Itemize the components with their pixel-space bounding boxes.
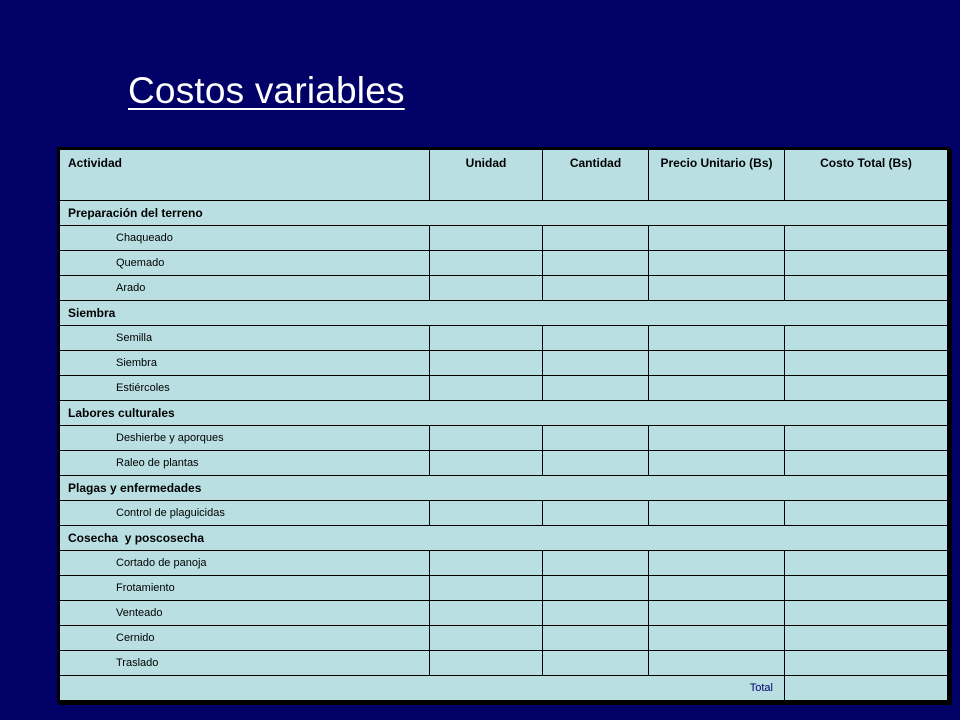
unidad-cell[interactable] — [430, 326, 543, 351]
table-row — [59, 626, 949, 651]
costo-total-cell[interactable] — [785, 601, 949, 626]
section-title: Plagas y enfermedades — [59, 476, 949, 501]
precio-unitario-cell[interactable] — [649, 551, 785, 576]
unidad-cell[interactable] — [430, 626, 543, 651]
unidad-cell[interactable] — [430, 601, 543, 626]
total-value-cell[interactable] — [785, 676, 949, 702]
precio-unitario-cell[interactable] — [649, 226, 785, 251]
cantidad-cell[interactable] — [543, 326, 649, 351]
costo-total-cell[interactable] — [785, 251, 949, 276]
cantidad-cell[interactable] — [543, 451, 649, 476]
item-label: Quemado — [59, 251, 430, 276]
section-title: Cosecha y poscosecha — [59, 526, 949, 551]
total-label: Total — [59, 676, 785, 702]
cantidad-cell[interactable] — [543, 651, 649, 676]
costo-total-cell[interactable] — [785, 276, 949, 301]
item-label: Estiércoles — [59, 376, 430, 401]
section-title: Siembra — [59, 301, 949, 326]
item-label: Venteado — [59, 601, 430, 626]
unidad-cell[interactable] — [430, 426, 543, 451]
item-label: Cortado de panoja — [59, 551, 430, 576]
unidad-cell[interactable] — [430, 226, 543, 251]
section-title: Preparación del terreno — [59, 201, 949, 226]
precio-unitario-cell[interactable] — [649, 376, 785, 401]
cantidad-cell[interactable] — [543, 601, 649, 626]
cantidad-cell[interactable] — [543, 251, 649, 276]
cantidad-cell[interactable] — [543, 626, 649, 651]
precio-unitario-cell[interactable] — [649, 351, 785, 376]
table-row — [59, 276, 949, 301]
table-row — [59, 451, 949, 476]
costo-total-cell[interactable] — [785, 326, 949, 351]
cantidad-cell[interactable] — [543, 351, 649, 376]
unidad-cell[interactable] — [430, 276, 543, 301]
section-row — [59, 201, 949, 226]
unidad-cell[interactable] — [430, 251, 543, 276]
header-cantidad: Cantidad — [543, 149, 649, 201]
unidad-cell[interactable] — [430, 376, 543, 401]
unidad-cell[interactable] — [430, 351, 543, 376]
table-row — [59, 326, 949, 351]
costo-total-cell[interactable] — [785, 351, 949, 376]
costo-total-cell[interactable] — [785, 376, 949, 401]
costo-total-cell[interactable] — [785, 451, 949, 476]
costo-total-cell[interactable] — [785, 651, 949, 676]
precio-unitario-cell[interactable] — [649, 501, 785, 526]
costo-total-cell[interactable] — [785, 501, 949, 526]
table-row — [59, 551, 949, 576]
unidad-cell[interactable] — [430, 576, 543, 601]
cantidad-cell[interactable] — [543, 376, 649, 401]
precio-unitario-cell[interactable] — [649, 276, 785, 301]
precio-unitario-cell[interactable] — [649, 601, 785, 626]
unidad-cell[interactable] — [430, 551, 543, 576]
costo-total-cell[interactable] — [785, 426, 949, 451]
section-row — [59, 526, 949, 551]
item-label: Raleo de plantas — [59, 451, 430, 476]
table-row — [59, 226, 949, 251]
item-label: Chaqueado — [59, 226, 430, 251]
costo-total-cell[interactable] — [785, 551, 949, 576]
item-label: Deshierbe y aporques — [59, 426, 430, 451]
item-label: Frotamiento — [59, 576, 430, 601]
cantidad-cell[interactable] — [543, 551, 649, 576]
header-unidad: Unidad — [430, 149, 543, 201]
table-row — [59, 351, 949, 376]
item-label: Traslado — [59, 651, 430, 676]
item-label: Control de plaguicidas — [59, 501, 430, 526]
item-label: Siembra — [59, 351, 430, 376]
section-row — [59, 401, 949, 426]
item-label: Arado — [59, 276, 430, 301]
section-row — [59, 301, 949, 326]
precio-unitario-cell[interactable] — [649, 651, 785, 676]
cantidad-cell[interactable] — [543, 276, 649, 301]
header-precio-unitario: Precio Unitario (Bs) — [649, 149, 785, 201]
section-title: Labores culturales — [59, 401, 949, 426]
table-row — [59, 651, 949, 676]
cantidad-cell[interactable] — [543, 501, 649, 526]
cantidad-cell[interactable] — [543, 426, 649, 451]
cantidad-cell[interactable] — [543, 576, 649, 601]
header-actividad: Actividad — [59, 149, 430, 201]
costo-total-cell[interactable] — [785, 626, 949, 651]
table-row — [59, 376, 949, 401]
costo-total-cell[interactable] — [785, 226, 949, 251]
precio-unitario-cell[interactable] — [649, 626, 785, 651]
header-costo-total: Costo Total (Bs) — [785, 149, 949, 201]
costo-total-cell[interactable] — [785, 576, 949, 601]
precio-unitario-cell[interactable] — [649, 251, 785, 276]
slide-title: Costos variables — [128, 70, 405, 111]
precio-unitario-cell[interactable] — [649, 451, 785, 476]
precio-unitario-cell[interactable] — [649, 576, 785, 601]
item-label: Semilla — [59, 326, 430, 351]
unidad-cell[interactable] — [430, 501, 543, 526]
precio-unitario-cell[interactable] — [649, 326, 785, 351]
variable-costs-table — [57, 147, 950, 703]
item-label: Cernido — [59, 626, 430, 651]
table-row — [59, 501, 949, 526]
table-row — [59, 426, 949, 451]
table-row — [59, 576, 949, 601]
table-row — [59, 251, 949, 276]
table-row — [59, 601, 949, 626]
total-row — [59, 676, 949, 702]
unidad-cell[interactable] — [430, 451, 543, 476]
table-header-row — [59, 149, 949, 201]
cantidad-cell[interactable] — [543, 226, 649, 251]
precio-unitario-cell[interactable] — [649, 426, 785, 451]
section-row — [59, 476, 949, 501]
unidad-cell[interactable] — [430, 651, 543, 676]
